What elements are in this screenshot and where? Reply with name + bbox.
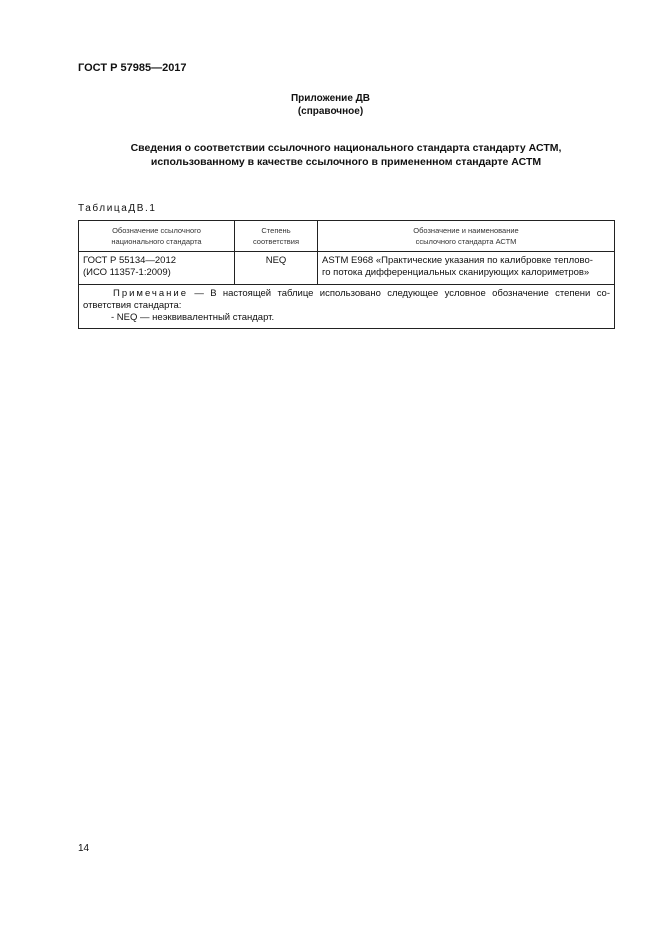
column-header-astm <box>318 221 615 252</box>
cell-astm-standard <box>318 252 615 285</box>
national-standard-id: ГОСТ Р 55134—2012 <box>83 255 177 266</box>
column-header-degree <box>235 221 318 252</box>
degree-value: NEQ <box>265 255 287 266</box>
astm-standard-line1: ASTM E968 «Практические указания по калибровке теплово- <box>322 255 593 266</box>
section-title-line1: Сведения о соответствии ссылочного национального стандарта стандарту АСТМ, <box>130 142 562 154</box>
table-row <box>79 252 615 285</box>
note-item: - NEQ — неэквивалентный стандарт. <box>111 312 275 323</box>
table-note <box>79 285 615 329</box>
note-label: Примечание <box>113 288 188 299</box>
astm-standard-line2: го потока дифференциальных сканирующих калориметров» <box>322 267 590 278</box>
document-id: ГОСТ Р 57985—2017 <box>78 62 187 74</box>
table-header-row <box>79 221 615 252</box>
correspondence-table <box>78 220 615 329</box>
table-note-row <box>79 285 615 329</box>
section-title-line2: использованному в качестве ссылочного в примененном стандарте АСТМ <box>150 156 542 168</box>
table-caption: ТаблицаДВ.1 <box>78 203 157 214</box>
column-header-national-line1: Обозначение ссылочного <box>112 226 201 235</box>
column-header-national-line2: национального стандарта <box>111 237 202 246</box>
cell-degree <box>235 252 318 285</box>
cell-national-standard <box>79 252 235 285</box>
column-header-astm-line2: ссылочного стандарта АСТМ <box>415 237 517 246</box>
column-header-astm-line1: Обозначение и наименование <box>413 226 519 235</box>
note-dash: — <box>188 288 211 299</box>
page-number: 14 <box>78 843 90 854</box>
note-paragraph <box>83 288 610 312</box>
column-header-national <box>79 221 235 252</box>
section-title <box>78 141 614 169</box>
appendix-heading <box>0 92 661 118</box>
column-header-degree-line2: соответствия <box>252 237 300 246</box>
note-text: В настоящей таблице использовано следующее условное обозначение степени со-ответствия стандарта: <box>83 288 611 311</box>
appendix-subtitle: (справочное) <box>297 106 364 117</box>
column-header-degree-line1: Степень <box>261 226 291 235</box>
national-standard-iso: (ИСО 11357-1:2009) <box>83 267 171 278</box>
appendix-title: Приложение ДВ <box>290 93 371 104</box>
